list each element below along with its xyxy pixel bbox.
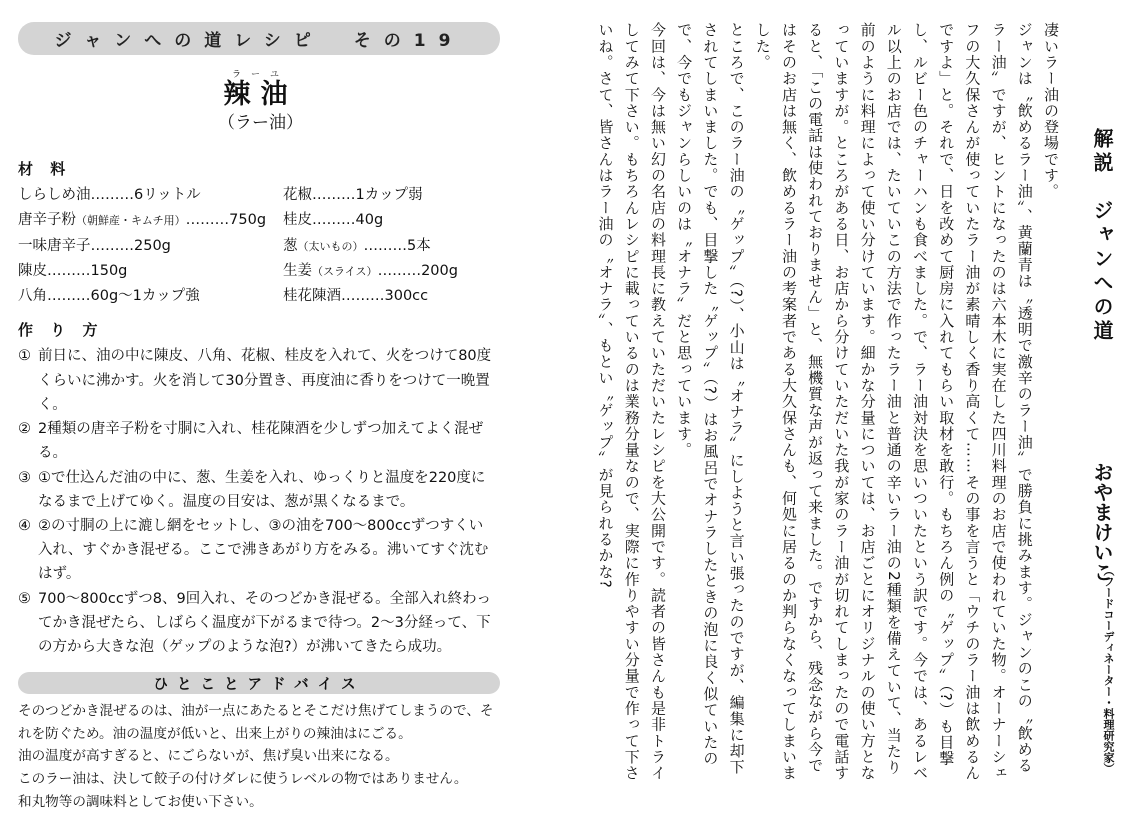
ingredient-item: 生姜（スライス）………200g	[283, 259, 503, 284]
recipe-subtitle: （ラー油）	[18, 112, 503, 134]
commentary-paragraph: ところで、このラー油の〝ゲップ〟（?）、小山は〝オナラ〟にしようと言い張ったのですが、編集に却下されてしまいました。でも、目撃した〝ゲップ〟（?）はお風呂でオナラしたときの泡に良く似ていたので、今でもジャンらしいのは〝オナラ〟だと思っています。	[671, 22, 750, 782]
recipe-panel	[18, 22, 503, 813]
advice-line: このラー油は、決して餃子の付けダレに使うレベルの物ではありません。	[18, 768, 503, 791]
method-step: ③ ①で仕込んだ油の中に、葱、生姜を入れ、ゆっくりと温度を220度になるまで上げてゆく。温度の目安は、葱が黒くなるまで。	[18, 466, 503, 514]
commentary-heading: 解説 ジャンへの道	[1088, 128, 1117, 344]
advice-line: そのつどかき混ぜるのは、油が一点にあたるとそこだけ焦げてしまうので、そ	[18, 700, 503, 723]
ingredient-item: 一味唐辛子………250g	[18, 234, 283, 259]
ingredients-list	[18, 183, 503, 309]
ingredient-item: 唐辛子粉（朝鮮産・キムチ用）………750g	[18, 208, 283, 233]
ingredient-item: 花椒………1カップ弱	[283, 183, 503, 208]
commentary-paragraph: 凄いラー油の登場です。	[1038, 22, 1064, 782]
ingredient-item: 八角………60g～1カップ強	[18, 284, 283, 309]
method-heading: 作 り 方	[18, 319, 503, 340]
advice-text	[18, 700, 503, 813]
method-steps	[18, 344, 503, 659]
advice-line: れを防ぐため。油の温度が低いと、出来上がりの辣油はにごる。	[18, 723, 503, 746]
method-step: ① 前日に、油の中に陳皮、八角、花椒、桂皮を入れて、火をつけて80度くらいに沸かす。火を消して30分置き、再度油に香りをつけて一晩置く。	[18, 344, 503, 417]
recipe-title: 辣油	[18, 79, 503, 111]
advice-line: 油の温度が高すぎると、にごらないが、焦げ臭い出来になる。	[18, 745, 503, 768]
recipe-title-block	[18, 67, 503, 134]
ingredient-item: 葱（太いもの）………5本	[283, 234, 503, 259]
recipe-banner: ジャンへの道レシピ その19	[18, 22, 500, 55]
ingredient-item: 陳皮………150g	[18, 259, 283, 284]
ingredient-item: 桂花陳酒………300cc	[283, 284, 503, 309]
author-role: （フードコーディネーター・料理研究家）	[1100, 565, 1116, 774]
commentary-paragraph: 今回は、今は無い幻の名店の料理長に教えていただいたレシピを大公開です。読者の皆さんも是非トライしてみて下さい。もちろんレシピに載っているのは業務分量なので、実際に作りやすい分量で作って下さいね。さて、皆さんはラー油の〝オナラ〟、もとい〝ゲップ〟が見られるかな?	[592, 22, 671, 782]
method-step: ④ ②の寸胴の上に漉し網をセットし、③の油を700～800ccずつすくい入れ、すぐかき混ぜる。ここで沸きあがり方をみる。沸いてすぐ沈むはず。	[18, 514, 503, 587]
method-step: ⑤ 700～800ccずつ8、9回入れ、そのつどかき混ぜる。全部入れ終わってかき混ぜたら、しばらく温度が下がるまで待つ。2～3分経って、下の方から大きな泡（ゲップのような泡?）が沸いてきたら成功。	[18, 587, 503, 660]
advice-banner: ひとことアドバイス	[18, 672, 500, 694]
ingredients-heading: 材 料	[18, 158, 503, 179]
ingredient-item: 桂皮………40g	[283, 208, 503, 233]
commentary-body	[632, 22, 1064, 782]
author-name: おやまけいこ	[1088, 462, 1117, 582]
method-step: ② 2種類の唐辛子粉を寸胴に入れ、桂花陳酒を少しずつ加えてよく混ぜる。	[18, 417, 503, 465]
title-ruby: ラーユ	[18, 67, 503, 79]
advice-line: 和丸物等の調味料としてお使い下さい。	[18, 791, 503, 813]
commentary-paragraph: ジャンは〝飲めるラー油〟、黄蘭青は〝透明で激辛のラー油〟で勝負に挑みます。ジャンのこの〝飲めるラー油〟ですが、ヒントになったのは六本木に実在した四川料理のお店で使われていた物。オーナーシェフの大久保さんが使っていたラー油が素晴しく香り高くて……その事を言うと「ウチのラー油は飲めるんですよ」と。それで、日を改めて厨房に入れてもらい取材を敢行。もちろん例の〝ゲップ〟（?）も目撃し、ルビー色のチャーハンも食べました。で、ラー油対決を思いついたという訳です。今では、あるレベル以上のお店では、たいていこの方法で作ったラー油と普通の辛いラー油の2種類を備えていて、当たり前のように料理によって使い分けています。細かな分量については、お店ごとにオリジナルの使い方となっていますが。ところがある日、お店から分けていただいた我が家のラー油が切れてしまったので電話すると、「この電話は使われておりません」と、無機質な声が返って来ました。ですから、残念ながら今ではそのお店は無く、飲めるラー油の考案者である大久保さんも、何処に居るのか判らなくなってしまいました。	[750, 22, 1038, 782]
ingredient-item: しらしめ油………6リットル	[18, 183, 283, 208]
